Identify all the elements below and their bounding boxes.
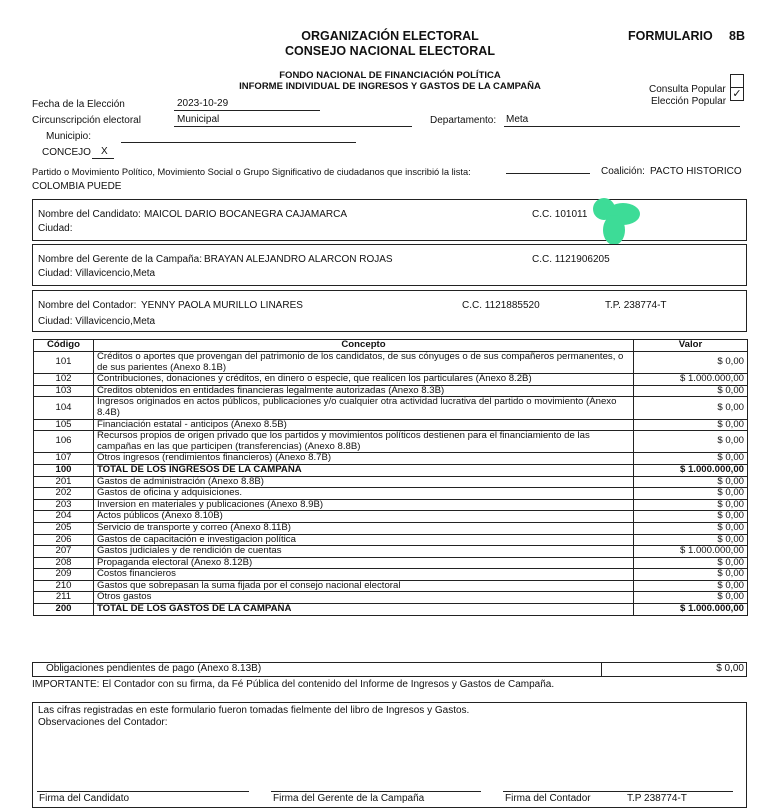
departamento-value: Meta bbox=[506, 114, 529, 125]
firma-gerente-label: Firma del Gerente de la Campaña bbox=[273, 793, 425, 804]
row-code: 202 bbox=[34, 488, 94, 500]
gerente-cc: C.C. 1121906205 bbox=[532, 254, 610, 265]
table-row bbox=[34, 604, 748, 616]
circunscripcion-label: Circunscripción electoral bbox=[32, 115, 141, 126]
contador-name: YENNY PAOLA MURILLO LINARES bbox=[141, 300, 303, 311]
footer-box bbox=[32, 702, 747, 808]
row-code: 210 bbox=[34, 580, 94, 592]
row-concept: Servicio de transporte y correo (Anexo 8.11B) bbox=[94, 522, 634, 534]
gerente-name: BRAYAN ALEJANDRO ALARCON ROJAS bbox=[204, 254, 393, 265]
row-code: 101 bbox=[34, 352, 94, 374]
contador-tp: T.P. 238774-T bbox=[605, 300, 667, 311]
row-code: 205 bbox=[34, 522, 94, 534]
partido-underline bbox=[506, 173, 590, 174]
table-row bbox=[34, 397, 748, 419]
row-code: 204 bbox=[34, 511, 94, 523]
partido-label: Partido o Movimiento Político, Movimiento Social o Grupo Significativo de ciudadanos que inscribió la lista: bbox=[32, 167, 471, 177]
table-row bbox=[34, 488, 748, 500]
row-value: $ 0,00 bbox=[634, 488, 748, 500]
ingresos-gastos-table bbox=[33, 339, 748, 616]
org-title: ORGANIZACIÓN ELECTORAL bbox=[301, 29, 479, 43]
header-codigo: Código bbox=[34, 340, 94, 352]
row-code: 100 bbox=[34, 464, 94, 476]
fund-title: FONDO NACIONAL DE FINANCIACIÓN POLÍTICA bbox=[279, 70, 501, 81]
row-value: $ 0,00 bbox=[634, 534, 748, 546]
row-concept: Gastos de administración (Anexo 8.8B) bbox=[94, 476, 634, 488]
row-concept: Recursos propios de origen privado que los partidos y movimientos políticos destienen para el financiamiento de las campañas en las que participen (transferencias) (Anexo 8.8B) bbox=[94, 431, 634, 453]
table-row bbox=[34, 499, 748, 511]
table-row bbox=[34, 476, 748, 488]
row-concept: Otros ingresos (rendimientos financieros) (Anexo 8.7B) bbox=[94, 453, 634, 465]
row-concept: Financiación estatal - anticipos (Anexo 8.5B) bbox=[94, 419, 634, 431]
fecha-underline bbox=[174, 110, 320, 111]
obligaciones-label: Obligaciones pendientes de pago (Anexo 8.13B) bbox=[46, 663, 262, 674]
row-value: $ 1.000.000,00 bbox=[634, 604, 748, 616]
table-row bbox=[34, 522, 748, 534]
departamento-label: Departamento: bbox=[430, 115, 497, 126]
contador-box bbox=[32, 290, 747, 332]
row-code: 200 bbox=[34, 604, 94, 616]
candidato-cc: C.C. 101011 bbox=[532, 209, 588, 220]
row-code: 207 bbox=[34, 546, 94, 558]
row-value: $ 0,00 bbox=[634, 499, 748, 511]
footer-cifras: Las cifras registradas en este formulario fueron tomadas fielmente del libro de Ingresos y Gastos. bbox=[38, 705, 470, 716]
coalicion-label: Coalición: bbox=[601, 166, 645, 177]
row-concept: Otros gastos bbox=[94, 592, 634, 604]
row-concept: Gastos que sobrepasan la suma fijada por el consejo nacional electoral bbox=[94, 580, 634, 592]
row-value: $ 0,00 bbox=[634, 419, 748, 431]
concejo-value: X bbox=[101, 146, 108, 157]
firma-candidato-line bbox=[37, 791, 249, 792]
table-row bbox=[34, 580, 748, 592]
row-concept: Inversion en materiales y publicaciones (Anexo 8.9B) bbox=[94, 499, 634, 511]
row-concept: TOTAL DE LOS GASTOS DE LA CAMPAÑA bbox=[94, 604, 634, 616]
table-row bbox=[34, 352, 748, 374]
row-concept: Costos financieros bbox=[94, 569, 634, 581]
row-value: $ 0,00 bbox=[634, 580, 748, 592]
row-value: $ 0,00 bbox=[634, 397, 748, 419]
row-concept: Créditos o aportes que provengan del patrimonio de los candidatos, de sus cónyuges o de sus compañeros permanentes, o de sus parientes (Anexo 8.1B) bbox=[94, 352, 634, 374]
table-row bbox=[34, 374, 748, 386]
firma-gerente-line bbox=[271, 791, 481, 792]
row-code: 206 bbox=[34, 534, 94, 546]
row-concept: Actos públicos (Anexo 8.10B) bbox=[94, 511, 634, 523]
form-code: 8B bbox=[729, 29, 745, 43]
row-value: $ 1.000.000,00 bbox=[634, 546, 748, 558]
row-value: $ 0,00 bbox=[634, 522, 748, 534]
row-value: $ 1.000.000,00 bbox=[634, 464, 748, 476]
table-row bbox=[34, 557, 748, 569]
consulta-popular-checkbox[interactable] bbox=[730, 74, 744, 88]
table-row bbox=[34, 431, 748, 453]
row-concept: Gastos de oficina y adquisiciones. bbox=[94, 488, 634, 500]
concejo-label: CONCEJO bbox=[42, 147, 91, 158]
municipio-underline bbox=[121, 142, 356, 143]
municipio-label: Municipio: bbox=[46, 131, 92, 142]
circunscripcion-underline bbox=[174, 126, 412, 127]
circunscripcion-value: Municipal bbox=[177, 114, 220, 125]
row-code: 104 bbox=[34, 397, 94, 419]
row-value: $ 0,00 bbox=[634, 453, 748, 465]
table-row bbox=[34, 511, 748, 523]
eleccion-popular-label: Elección Popular bbox=[651, 96, 727, 107]
contador-ciudad: Ciudad: Villavicencio,Meta bbox=[38, 316, 156, 327]
report-title: INFORME INDIVIDUAL DE INGRESOS Y GASTOS DE LA CAMPAÑA bbox=[239, 81, 541, 92]
gerente-ciudad: Ciudad: Villavicencio,Meta bbox=[38, 268, 156, 279]
row-code: 201 bbox=[34, 476, 94, 488]
row-code: 211 bbox=[34, 592, 94, 604]
row-value: $ 0,00 bbox=[634, 592, 748, 604]
row-concept: Ingresos originados en actos públicos, publicaciones y/o cualquier otra actividad lucrativa del partido o movimiento (Anexo 8.4B) bbox=[94, 397, 634, 419]
form-label: FORMULARIO bbox=[628, 29, 713, 43]
coalicion-value: PACTO HISTORICO bbox=[650, 166, 742, 177]
row-concept: Creditos obtenidos en entidades financieras legalmente autorizadas (Anexo 8.3B) bbox=[94, 385, 634, 397]
row-code: 203 bbox=[34, 499, 94, 511]
header-valor: Valor bbox=[634, 340, 748, 352]
candidato-ciudad: Ciudad: bbox=[38, 223, 73, 234]
firma-contador-label: Firma del Contador bbox=[505, 793, 591, 804]
row-concept: Gastos judiciales y de rendición de cuentas bbox=[94, 546, 634, 558]
row-code: 209 bbox=[34, 569, 94, 581]
departamento-underline bbox=[504, 126, 740, 127]
obligaciones-box bbox=[32, 662, 747, 677]
row-concept: Contribuciones, donaciones y créditos, en dinero o especie, que realicen los particulares (Anexo 8.2B) bbox=[94, 374, 634, 386]
row-value: $ 0,00 bbox=[634, 352, 748, 374]
row-code: 106 bbox=[34, 431, 94, 453]
row-value: $ 0,00 bbox=[634, 557, 748, 569]
row-value: $ 0,00 bbox=[634, 511, 748, 523]
row-value: $ 0,00 bbox=[634, 569, 748, 581]
table-row bbox=[34, 569, 748, 581]
row-value: $ 0,00 bbox=[634, 385, 748, 397]
redaction-mark bbox=[603, 215, 625, 245]
fecha-label: Fecha de la Elección bbox=[32, 99, 125, 110]
row-code: 107 bbox=[34, 453, 94, 465]
footer-observaciones: Observaciones del Contador: bbox=[38, 717, 168, 728]
fecha-value: 2023-10-29 bbox=[177, 98, 229, 109]
obligaciones-divider bbox=[601, 662, 602, 676]
council-title: CONSEJO NACIONAL ELECTORAL bbox=[285, 44, 495, 58]
row-value: $ 1.000.000,00 bbox=[634, 374, 748, 386]
table-row bbox=[34, 546, 748, 558]
eleccion-popular-checkbox[interactable]: ✓ bbox=[730, 87, 744, 101]
candidato-name: MAICOL DARIO BOCANEGRA CAJAMARCA bbox=[144, 209, 347, 220]
table-row bbox=[34, 534, 748, 546]
firma-contador-tp: T.P 238774-T bbox=[627, 793, 687, 804]
table-header-row bbox=[34, 340, 748, 352]
contador-cc: C.C. 1121885520 bbox=[462, 300, 540, 311]
table-row bbox=[34, 464, 748, 476]
row-concept: TOTAL DE LOS INGRESOS DE LA CAMPAÑA bbox=[94, 464, 634, 476]
firma-candidato-label: Firma del Candidato bbox=[39, 793, 130, 804]
row-code: 208 bbox=[34, 557, 94, 569]
table-row bbox=[34, 453, 748, 465]
gerente-box bbox=[32, 244, 747, 286]
gerente-label: Nombre del Gerente de la Campaña: bbox=[38, 254, 202, 265]
partido-value: COLOMBIA PUEDE bbox=[32, 181, 122, 192]
contador-label: Nombre del Contador: bbox=[38, 300, 137, 311]
importante-note: IMPORTANTE: El Contador con su firma, da Fé Pública del contenido del Informe de Ingresos y Gastos de Campaña. bbox=[32, 679, 555, 690]
row-value: $ 0,00 bbox=[634, 431, 748, 453]
consulta-popular-label: Consulta Popular bbox=[649, 84, 726, 95]
row-concept: Propaganda electoral (Anexo 8.12B) bbox=[94, 557, 634, 569]
header-concepto: Concepto bbox=[94, 340, 634, 352]
table-row bbox=[34, 419, 748, 431]
row-concept: Gastos de capacitación e investigacion política bbox=[94, 534, 634, 546]
table-row bbox=[34, 385, 748, 397]
row-code: 102 bbox=[34, 374, 94, 386]
candidato-box bbox=[32, 199, 747, 241]
candidato-label: Nombre del Candidato: bbox=[38, 209, 141, 220]
table-row bbox=[34, 592, 748, 604]
obligaciones-value: $ 0,00 bbox=[716, 663, 744, 674]
concejo-underline bbox=[92, 158, 114, 159]
row-code: 103 bbox=[34, 385, 94, 397]
row-code: 105 bbox=[34, 419, 94, 431]
firma-contador-line bbox=[503, 791, 733, 792]
row-value: $ 0,00 bbox=[634, 476, 748, 488]
